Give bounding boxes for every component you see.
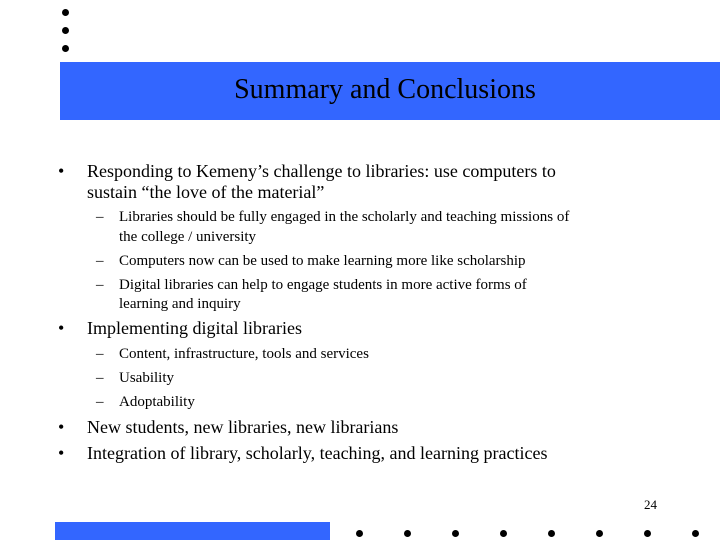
bullet-marker: • xyxy=(58,443,65,463)
decorative-dot xyxy=(548,530,555,537)
dash-marker: – xyxy=(96,277,104,293)
dash-marker: – xyxy=(96,394,104,410)
bullet-marker: • xyxy=(58,417,65,437)
dash-marker: – xyxy=(96,209,104,225)
dash-marker: – xyxy=(96,253,104,269)
dash-marker: – xyxy=(96,370,104,386)
footer-bar xyxy=(55,522,330,540)
sub-bullet-text-line: Adoptability xyxy=(119,394,195,410)
decorative-dot xyxy=(356,530,363,537)
sub-bullet-text-line: the college / university xyxy=(119,229,257,245)
sub-bullet-text-line: Computers now can be used to make learning more like scholarship xyxy=(119,253,526,269)
decorative-dot xyxy=(692,530,699,537)
sub-bullet-text-line: Usability xyxy=(119,370,174,386)
bullet-text-line: Integration of library, scholarly, teaching, and learning practices xyxy=(87,443,548,463)
bullet-text-line: Implementing digital libraries xyxy=(87,318,302,338)
sub-bullet-text-line: Content, infrastructure, tools and services xyxy=(119,346,369,362)
sub-bullet-text-line: learning and inquiry xyxy=(119,296,241,312)
bullet-text-line: Responding to Kemeny’s challenge to libraries: use computers to xyxy=(87,161,556,181)
sub-bullet-text-line: Digital libraries can help to engage students in more active forms of xyxy=(119,277,527,293)
bullet-marker: • xyxy=(58,161,65,181)
decorative-dot xyxy=(644,530,651,537)
decorative-dot xyxy=(500,530,507,537)
bullet-marker: • xyxy=(58,318,65,338)
decorative-dot xyxy=(62,27,69,34)
title-bar xyxy=(60,62,720,120)
decorative-dot xyxy=(596,530,603,537)
slide-title: Summary and Conclusions xyxy=(234,74,536,105)
page-number: 24 xyxy=(644,497,657,512)
decorative-dot xyxy=(404,530,411,537)
decorative-dot xyxy=(62,9,69,16)
bullet-text-line: New students, new libraries, new librarians xyxy=(87,417,399,437)
decorative-dot xyxy=(452,530,459,537)
dash-marker: – xyxy=(96,346,104,362)
sub-bullet-text-line: Libraries should be fully engaged in the scholarly and teaching missions of xyxy=(119,209,570,225)
bullet-text-line: sustain “the love of the material” xyxy=(87,182,325,202)
decorative-dot xyxy=(62,45,69,52)
